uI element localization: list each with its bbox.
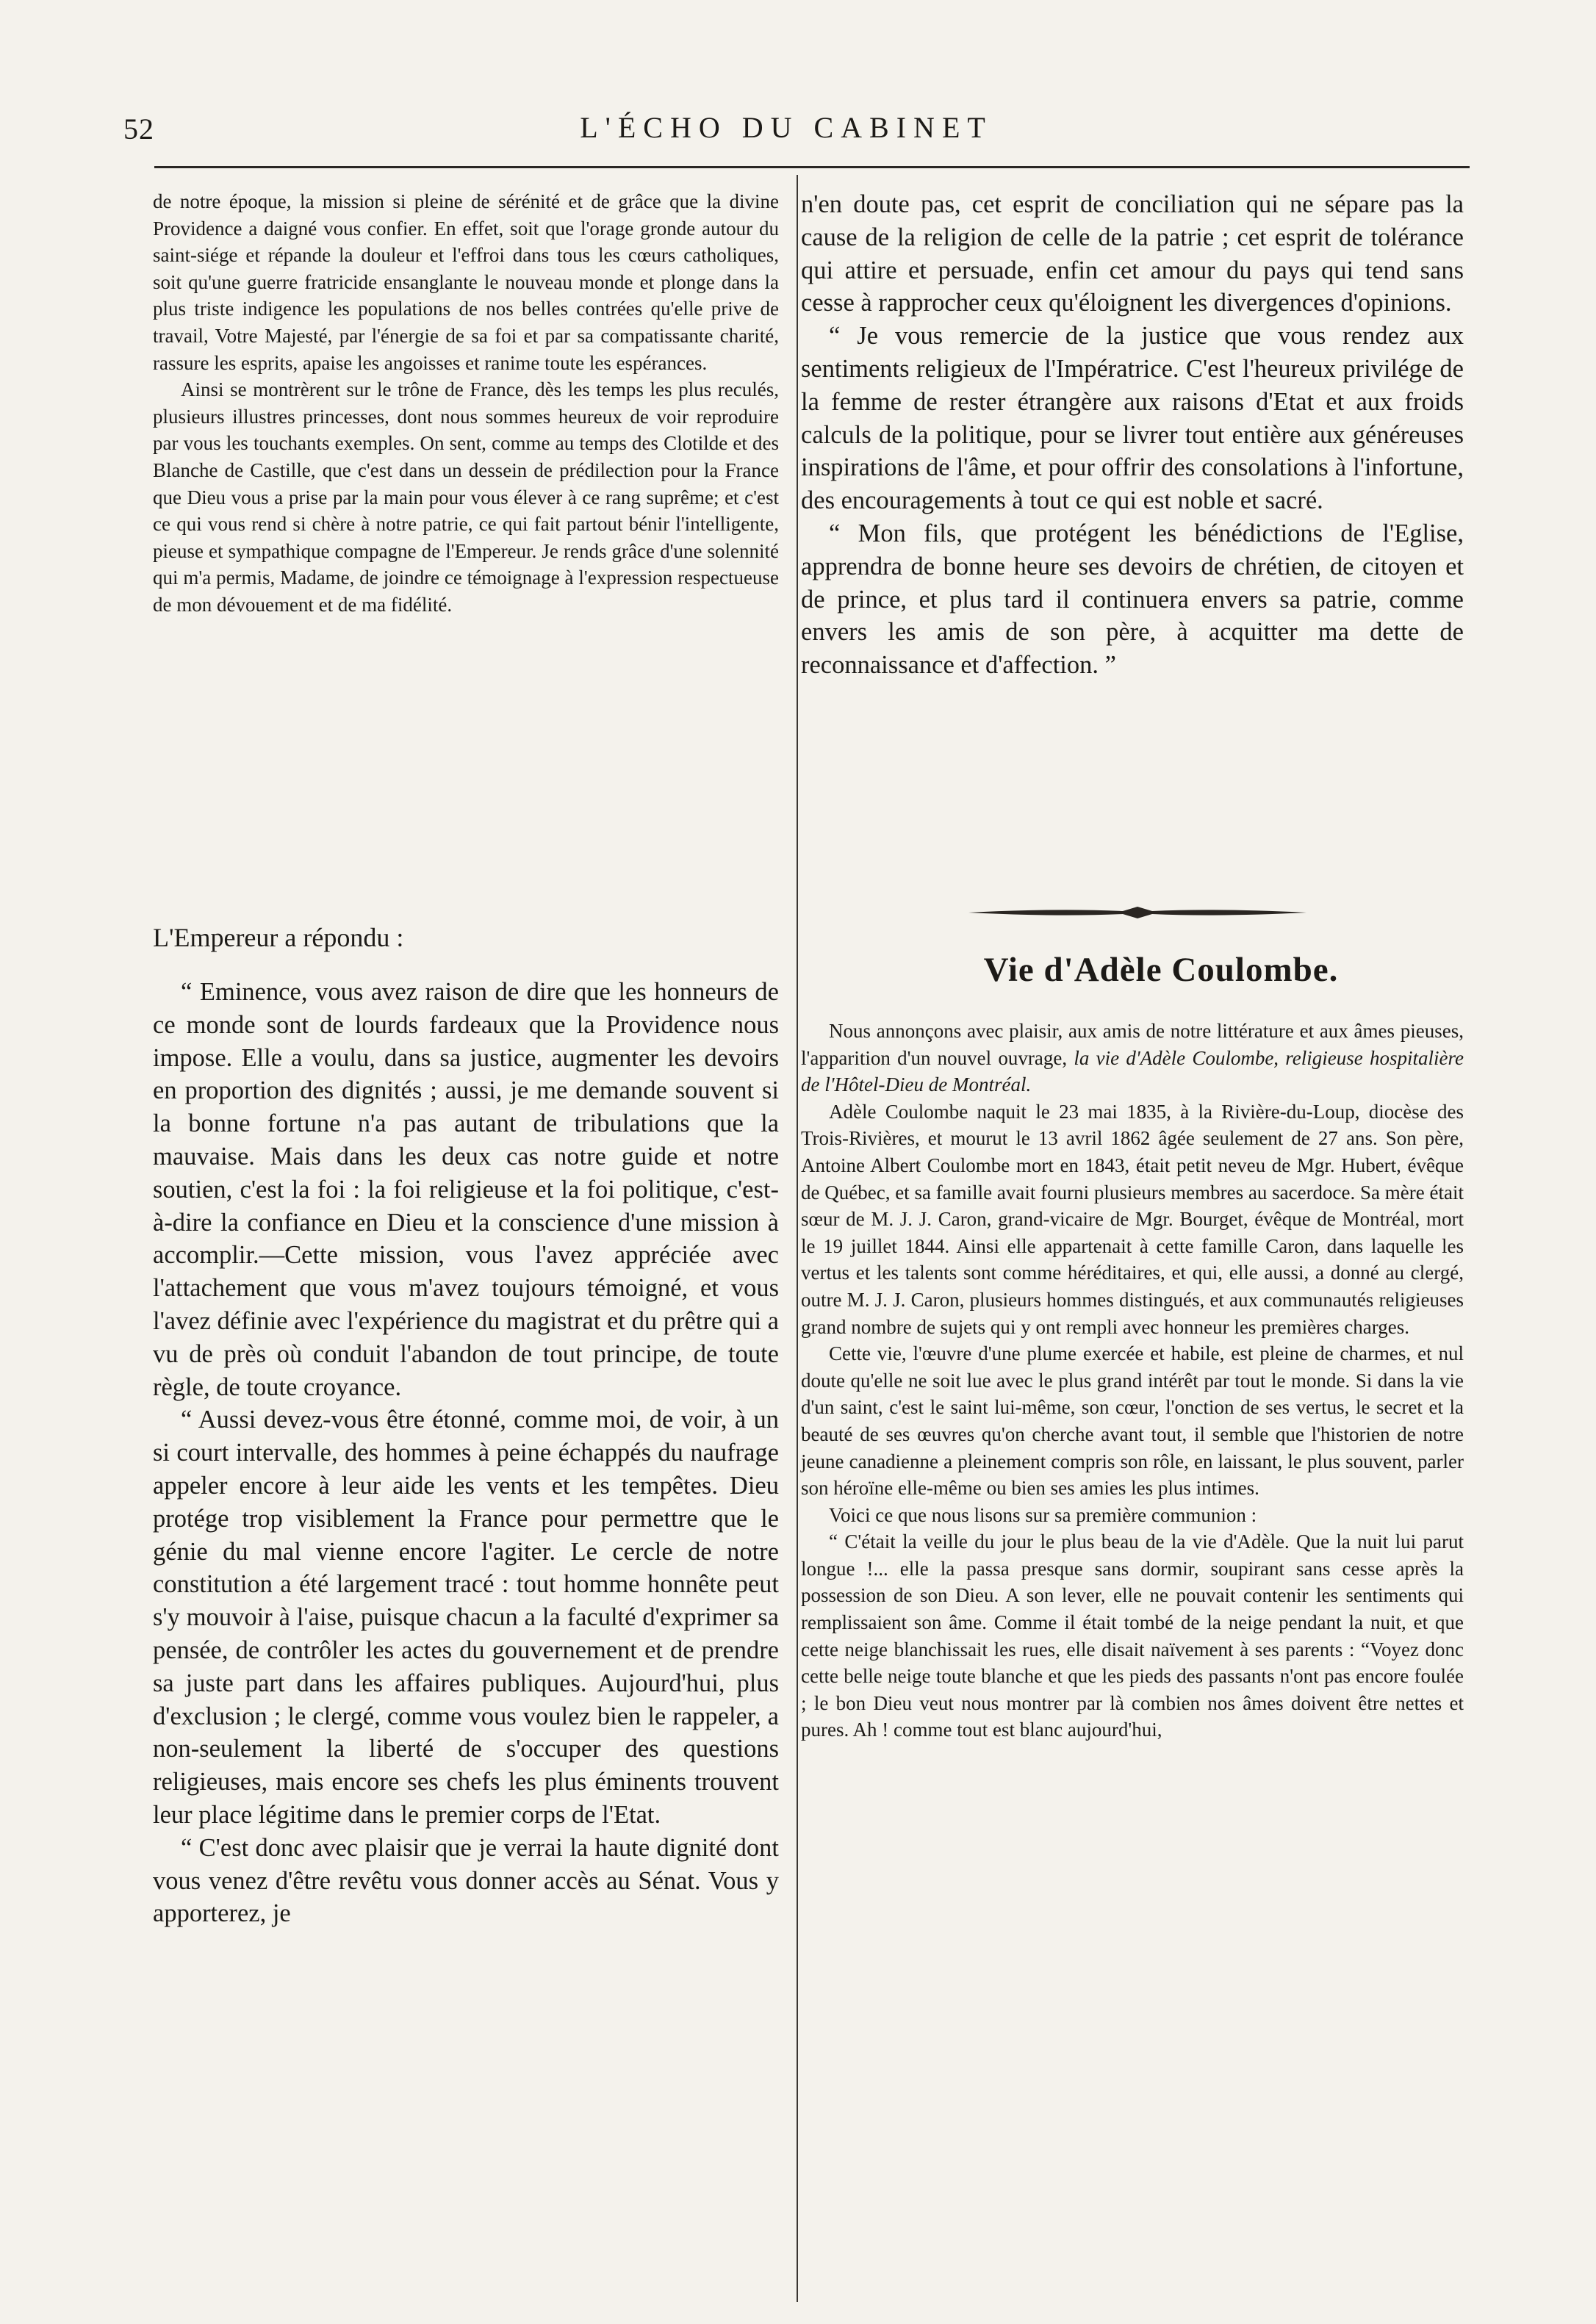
running-title: L'ÉCHO DU CABINET (580, 111, 993, 144)
paragraph-text: Nous annonçons avec plaisir, aux amis de notre littérature et aux âmes pieuses, l'apparition d'un nouvel ouvrage, (801, 1020, 1464, 1069)
page-header (0, 0, 1596, 176)
paragraph (801, 1018, 1464, 1098)
right-column-top (801, 188, 1464, 682)
column-divider (797, 175, 798, 2302)
left-column-bottom (153, 976, 779, 1930)
section-ornament (968, 904, 1306, 921)
page-number: 52 (123, 112, 154, 145)
paragraph: “ Aussi devez-vous être étonné, comme moi, de voir, à un si court intervalle, des hommes à peine échappés du naufrage appeler encore à leur aide les vents et les tempêtes. Dieu protége trop visiblement la France pour permettre que le génie du mal vienne encore l'agiter. Le cercle de notre constitution a été largement tracé : tout homme honnête peut s'y mouvoir à l'aise, puisque chacun a la faculté d'exprimer sa pensée, de contrôler les actes du gouvernement et de prendre sa juste part dans les affaires publiques. Aujourd'hui, plus d'exclusion ; le clergé, comme vous voulez bien le rappeler, a non-seulement la liberté de s'occuper des questions religieuses, mais encore ses chefs les plus éminents trouvent leur place légitime dans le premier corps de l'Etat. (153, 1406, 779, 1829)
paragraph: Adèle Coulombe naquit le 23 mai 1835, à la Rivière-du-Loup, diocèse des Trois-Rivières, et mourut le 13 avril 1862 âgée seulement de 27 ans. Son père, Antoine Albert Coulombe mort en 1843, était petit neveu de Mgr. Hubert, évêque de Québec, et sa famille avait fourni plusieurs membres au sacerdoce. Sa mère était sœur de M. J. J. Caron, grand-vicaire de Mgr. Bourget, évêque de Montréal, mort le 19 juillet 1844. Ainsi elle appartenait à cette famille Caron, dans laquelle les vertus et les talents sont comme héréditaires, et qui, elle aussi, a donné au clergé, outre M. J. J. Caron, plusieurs hommes distingués, et aux communautés religieuses grand nombre de sujets qui y ont rempli avec honneur les premières charges. (801, 1100, 1464, 1338)
paragraph: “ C'est donc avec plaisir que je verrai la haute dignité dont vous venez d'être revêtu vous donner accès au Sénat. Vous y apporterez, je (153, 1833, 779, 1928)
reply-intro: L'Empereur a répondu : (153, 923, 404, 952)
header-rule (154, 166, 1470, 168)
book-title: la vie d'Adèle Coulombe, religieuse hospitalière de l'Hôtel-Dieu de Montréal. (801, 1046, 1464, 1096)
paragraph: de notre époque, la mission si pleine de sérénité et de grâce que la divine Providence a daigné vous confier. En effet, soit que l'orage gronde autour du saint-siége et répande la douleur et l'effroi dans tous les cœurs catholiques, soit qu'une guerre fratricide ensanglante le nouveau monde et plonge dans la plus triste indigence les populations de nos belles contrées qu'elle prive de travail, Votre Majesté, par l'énergie de sa foi et par sa compatissante charité, rassure les esprits, apaise les angoisses et ranime toute les espérances. (153, 190, 779, 374)
paragraph: “ Eminence, vous avez raison de dire que les honneurs de ce monde sont de lourds fardeaux que la Providence nous impose. Elle a voulu, dans sa justice, augmenter les devoirs en proportion des dignités ; aussi, je me demande souvent si la bonne fortune n'a pas autant de tribulations que la mauvaise. Mais dans les deux cas notre guide et notre soutien, c'est la foi : la foi religieuse et la foi politique, c'est-à-dire la confiance en Dieu et la conscience d'une mission à accomplir.—Cette mission, vous l'avez appréciée avec l'attachement que vous m'avez toujours témoigné, et vous l'avez définie avec l'expérience du magistrat et du prêtre qui a vu de près où conduit l'abandon de tout principe, de toute règle, de toute croyance. (153, 978, 779, 1401)
right-column-article (801, 1018, 1464, 1744)
left-column-top (153, 188, 779, 619)
paragraph: Voici ce que nous lisons sur sa première communion : (829, 1503, 1257, 1526)
paragraph: “ Mon fils, que protégent les bénédictions de l'Eglise, apprendra de bonne heure ses devoirs de chrétien, de citoyen et de prince, et plus tard il continuera envers sa patrie, comme envers les amis de son père, à acquitter ma dette de reconnaissance et d'affection. ” (801, 519, 1464, 680)
paragraph: Cette vie, l'œuvre d'une plume exercée et habile, est pleine de charmes, et nul doute qu'elle ne soit lue avec le plus grand intérêt par tout le monde. Si dans la vie d'un saint, c'est le saint lui-même, son cœur, l'onction de ses vertus, le secret et la beauté de ses œuvres qu'on cherche avant tout, il semble que l'historien de notre jeune canadienne a pleinement compris son rôle, en laissant, le plus souvent, parler son héroïne elle-même ou bien ses amies les plus intimes. (801, 1342, 1464, 1500)
article-title: Vie d'Adèle Coulombe. (983, 951, 1339, 989)
paragraph: n'en doute pas, cet esprit de conciliation qui ne sépare pas la cause de la religion de celle de la patrie ; cet esprit de tolérance qui attire et persuade, enfin cet amour du pays qui tend sans cesse à rapprocher ceux qu'éloignent les divergences d'opinions. (801, 190, 1464, 317)
paragraph: “ Je vous remercie de la justice que vous rendez aux sentiments religieux de l'Impératrice. C'est l'heureux privilége de la femme de rester étrangère aux raisons d'Etat et aux froids calculs de la politique, pour se livrer tout entière aux généreuses inspirations de l'âme, et pour offrir des consolations à l'infortune, des encouragements à tout ce qui est noble et sacré. (801, 322, 1464, 515)
quotation: “ C'était la veille du jour le plus beau de la vie d'Adèle. Que la nuit lui parut longue !... elle la passa presque sans dormir, soupirant sans cesse après la possession de son Dieu. A son lever, elle ne pouvait contenir les sentiments qui remplissaient son âme. Comme il était tombé de la neige pendant la nuit, et que cette neige blanchissait les rues, elle disait naïvement à ses parents : “Voyez donc cette belle neige toute blanche et que les pieds des passants n'ont pas encore foulée ; le bon Dieu veut nous montrer par là combien nos âmes doivent être nettes et pures. Ah ! comme tout est blanc aujourd'hui, (801, 1530, 1464, 1741)
paragraph: Ainsi se montrèrent sur le trône de France, dès les temps les plus reculés, plusieurs illustres princesses, dont nous sommes heureux de voir reproduire par vous les touchants exemples. On sent, comme au temps des Clotilde et des Blanche de Castille, que c'est dans un dessein de prédilection pour la France que Dieu vous a prise par la main pour vous élever à ce rang suprême; et c'est ce qui vous rend si chère à notre patrie, ce qui fait partout bénir l'intelligente, pieuse et sympathique compagne de l'Empereur. Je rends grâce d'une solennité qui m'a permis, Madame, de joindre ce témoignage à l'expression respectueuse de mon dévouement et de ma fidélité. (153, 378, 779, 616)
